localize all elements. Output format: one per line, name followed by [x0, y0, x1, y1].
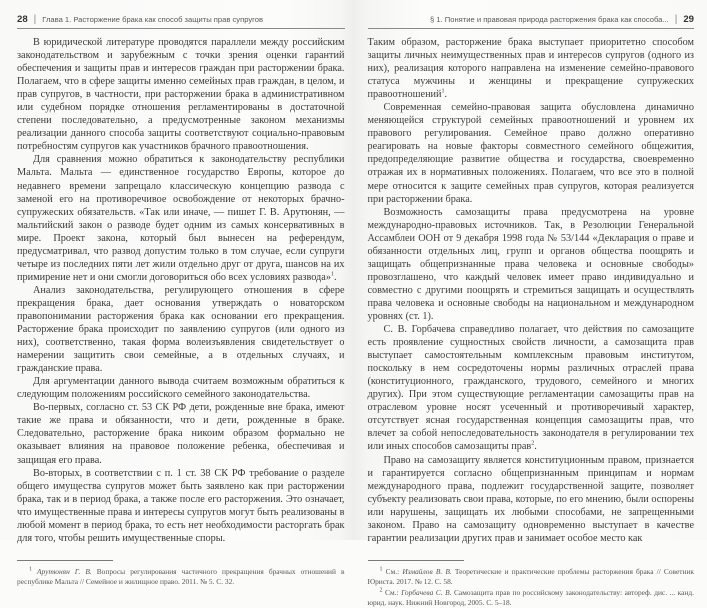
footnote-divider [368, 560, 464, 561]
right-page [354, 0, 707, 540]
paragraph: В юридической литературе проводятся параллели между российским законодательством и зарубежным с точки зрения оценки гарантий обеспечения и защиты прав и интересов граждан при расторжении брака. Полагаем, что в сфере защиты именно семейных прав граждан, в целом, и прав супругов, в частности, при расторжении брака в административном или судебном порядке отношения регламентированы в достаточной степени последовательно, а предусмотренные законом механизмы реализации данного способа защиты соответствуют социально-правовым потребностям супругов как участников брачного правоотношения. [17, 36, 345, 153]
paragraph: Право на самозащиту является конституционным правом, признается и гарантируется согласно общепризнанным принципам и нормам международного права, подлежит государственной защите, позволяет субъекту реализовать свои права, которые, по его мнению, были оспорены или нарушены, защищать их любыми способами, не запрещенными законом. Право на самозащиту одновременно выступает в качестве гарантии реализации других прав и занимает особое место как [368, 454, 695, 545]
chapter-title: Глава 1. Расторжение брака как способ защиты прав супругов [42, 15, 263, 24]
right-body-text [368, 36, 695, 545]
left-page [0, 0, 354, 540]
section-title: § 1. Понятие и правовая природа расторжения брака как способа... [430, 15, 669, 24]
footnote-text: Самозащита прав по российскому законодательству: автореф. дис. ... канд. юрид. наук. Нижний Новгород, 2005. С. 5–18. [368, 588, 694, 607]
paragraph: Анализ законодательства, регулирующего отношения в сфере прекращения брака, дает основания утверждать о новаторском правопонимании расторжения брака как основании его прекращения. Расторжение брака происходит по заявлению супругов (или одного из них), соответственно, такая форма волеизъявления свидетельствует о намерении защитить свои семейные, а в отдельных случаях, и гражданские права. [17, 284, 345, 375]
left-running-head [17, 14, 345, 29]
footnote-text: Вопросы регулирования частичного прекращения брачных отношений в республике Мальта // Семейное и жилищное право. 2011. № 5. С. 32. [17, 567, 345, 586]
paragraph: С. В. Горбачева справедливо полагает, что действия по самозащите есть проявление сущностных свойств личности, а самозащита прав выступает самостоятельным комплексным правовым институтом, поскольку в нем сосредоточены нормы различных отраслей права (конституционного, гражданского, трудового, семейного и многих других). При этом существующие регламентации самозащиты прав на отраслевом уровне носят усеченный и противоречивый характер, отсутствует ясная государственная концепция самозащиты прав, что влечет за собой непоследовательность законодателя в регулировании тех или иных способов самозащиты прав$^2$. [368, 323, 695, 453]
footnote-ref[interactable]: 1 [442, 89, 445, 95]
footnote-divider [17, 560, 113, 561]
paragraph: Во-вторых, в соответствии с п. 1 ст. 38 СК РФ требование о разделе общего имущества супругов может быть заявлено как при расторжении брака, так и в период брака, а также после его расторжения. Это означает, что имущественные права и интересы супругов могут быть реализованы в любой момент в период брака, то есть нет необходимости расторгать брак для того, чтобы решить имущественные споры. [17, 467, 345, 545]
left-footnotes [17, 567, 345, 588]
footnote-ref[interactable]: 1 [331, 271, 334, 277]
footnote-text: Теоретические и практические проблемы расторжения брака // Советник Юриста. 2017. № 12. С. 58. [368, 567, 695, 586]
footnote: $^1$ См.: Измайлов В. В. Теоретические и практические проблемы расторжения брака // Советник Юриста. 2017. № 12. С. 58. [368, 567, 695, 588]
paragraph: Для аргументации данного вывода считаем возможным обратиться к следующим положениям российского семейного законодательства. [17, 375, 345, 401]
footnote-ref[interactable]: 2 [531, 441, 534, 447]
footnote-author: Арутюнян Г. В. [37, 567, 92, 576]
left-body-text [17, 36, 345, 545]
right-running-head [368, 14, 695, 29]
paragraph: Во-первых, согласно ст. 53 СК РФ дети, рожденные вне брака, имеют такие же права и обязанности, что и дети, рожденные в браке. Следовательно, расторжение брака никоим образом формально не оказывает влияния на правовое положение ребенка, обеспечивая и защищая его права. [17, 401, 345, 466]
footnote-author: Измайлов В. В. [402, 567, 451, 576]
footnote: $^2$ См.: Горбачева С. В. Самозащита прав по российскому законодательству: автореф. дис. ... канд. юрид. наук. Нижний Новгород, 2005. С. 5–18. [368, 588, 695, 608]
paragraph: Возможность самозащиты права предусмотрена на уровне международно-правовых источников. Так, в Резолюции Генеральной Ассамблеи ООН от 9 декабря 1998 года № 53/144 «Декларация о праве и обязанности отдельных лиц, групп и органов общества поощрять и защищать общепризнанные права человека и основные свободы» провозглашено, что каждый человек имеет право индивидуально и совместно с другими поощрять и стремиться защищать и осуществлять права человека и основные свободы на национальном и международном уровнях (ст. 1). [368, 206, 695, 323]
paragraph: Современная семейно-правовая защита обусловлена динамично меняющейся структурой семейных правоотношений и уровнем их правового регулирования. Семейное право должно оперативно реагировать на новые факторы совместного семейного общежития, предопределяющие развитие общества и государства, своевременно отражая их в нормативных положениях. Полагаем, что все это в полной мере относится к защите семейных прав супругов, которая реализуется при расторжении брака. [368, 101, 695, 205]
paragraph: Для сравнения можно обратиться к законодательству республики Мальта. Мальта — единственное государство Европы, которое до недавнего времени запрещало классическую концепцию развода с заменой его на противоречивое освобождение от некоторых брачно-супружеских обязательств. «Так или иначе, — пишет Г. В. Арутюнян, — мальтийский закон о разводе будет одним из самых консервативных в мире. Проект закона, который был вынесен на референдум, предусматривал, что развод допустим только в том случае, если супруги четыре из последних пяти лет жили отдельно друг от друга, шансов на их примирение нет и они смогли договориться обо всех условиях развода»$^1$. [17, 153, 345, 283]
footnote: $^1$ Арутюнян Г. В. Вопросы регулирования частичного прекращения брачных отношений в республике Мальта // Семейное и жилищное право. 2011. № 5. С. 32. [17, 567, 345, 588]
header-separator: | [34, 14, 37, 25]
footnote-author: Горбачева С. В. [401, 588, 451, 597]
page-number: 28 [17, 14, 28, 25]
page-number: 29 [683, 14, 694, 25]
header-separator: | [675, 14, 678, 25]
right-footnotes [368, 567, 695, 608]
paragraph: Таким образом, расторжение брака выступает приоритетно способом защиты личных неимущественных прав и интересов супругов (одного из них), реализация которого направлена на изменение семейно-правового статуса мужчины и женщины и прекращение супружеских правоотношений$^1$. [368, 36, 695, 101]
